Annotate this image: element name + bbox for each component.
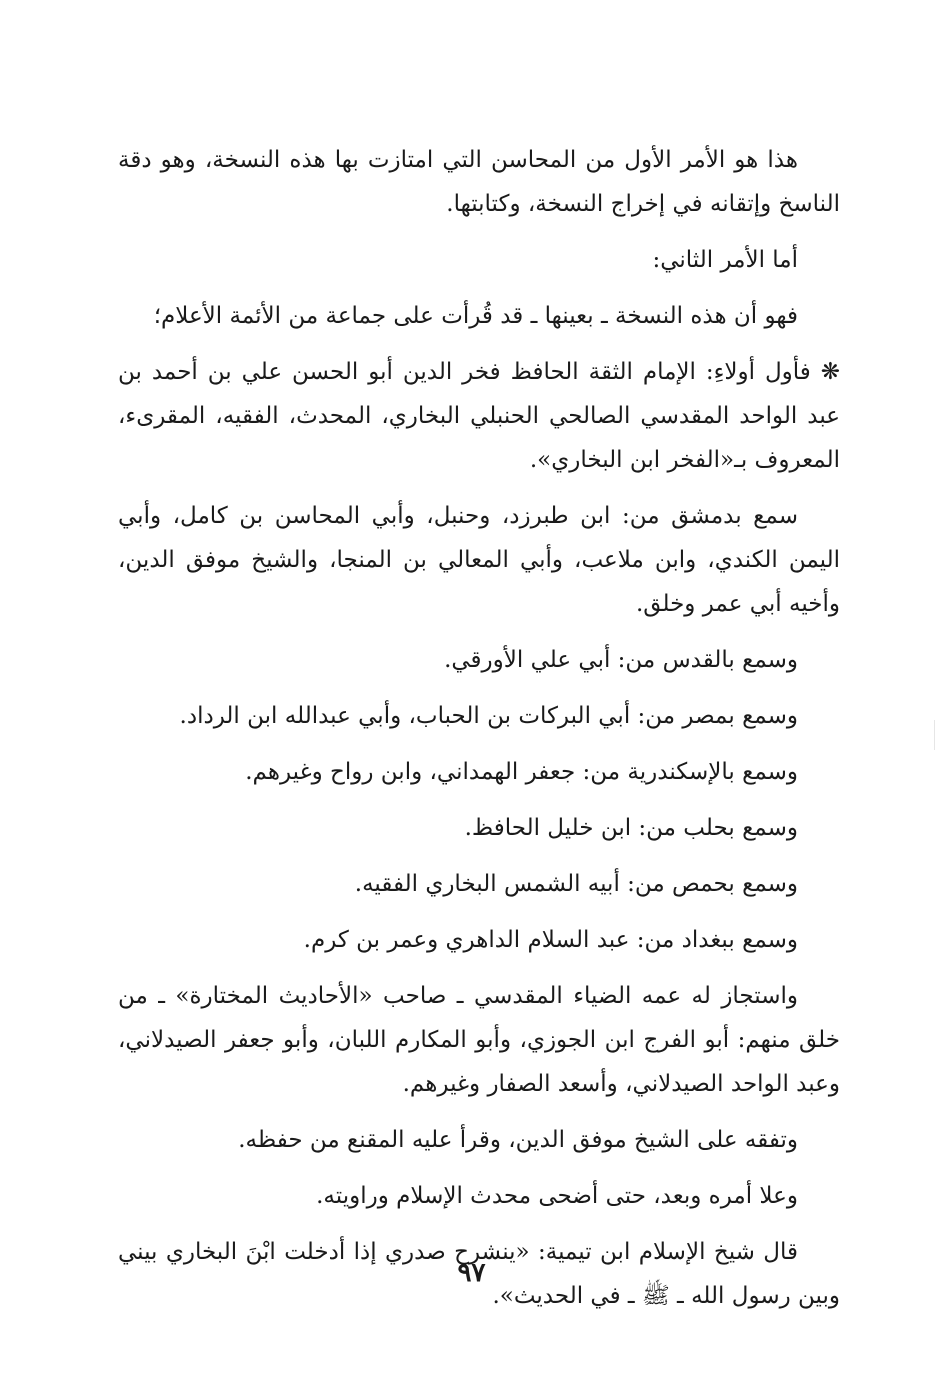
page-number: ٩٧ (457, 1258, 486, 1288)
paragraph-ijaza: واستجاز له عمه الضياء المقدسي ـ صاحب «الأحاديث المختارة» ـ من خلق منهم: أبو الفرج ابن الجوزي، وأبو المكارم اللبان، وأبو جعفر الصيدلاني، وعبد الواحد الصيدلاني، وأسعد الصفار وغيرهم. (118, 983, 840, 1097)
line-heard-jerusalem: وسمع بالقدس من: أبي علي الأورقي. (444, 647, 798, 673)
paragraph-ibn-taymiyya-quote: قال شيخ الإسلام ابن تيمية: «ينشرح صدري إذا أدخلت ابْنَ البخاري بيني وبين رسول الله ـ ﷺ ـ في الحديث». (118, 1239, 840, 1309)
paragraph-copy-read: فهو أن هذه النسخة ـ بعينها ـ قد قُرأت على جماعة من الأئمة الأعلام؛ (153, 303, 798, 329)
line-heard-baghdad: وسمع ببغداد من: عبد السلام الداهري وعمر بن كرم. (303, 927, 798, 953)
line-heard-egypt: وسمع بمصر من: أبي البركات بن الحباب، وأبي عبدالله ابن الرداد. (179, 703, 798, 729)
paragraph-first-scholar: ❋ فأول أولاءِ: الإمام الثقة الحافظ فخر الدين أبو الحسن علي بن أحمد بن عبد الواحد المقدسي الصالحي الحنبلي البخاري، المحدث، الفقيه، المقرىء، المعروف بـ«الفخر ابن البخاري». (118, 359, 840, 473)
margin-mark (934, 720, 935, 750)
page-body (118, 138, 840, 1330)
line-heard-alexandria: وسمع بالإسكندرية من: جعفر الهمداني، وابن رواح وغيرهم. (245, 759, 798, 785)
paragraph-heard-damascus: سمع بدمشق من: ابن طبرزد، وحنبل، وأبي المحاسن بن كامل، وأبي اليمن الكندي، وابن ملاعب، وأبي المعالي بن المنجا، والشيخ موفق الدين، وأخيه أبي عمر وخلق. (118, 503, 840, 617)
heading-second-matter: أما الأمر الثاني: (652, 247, 798, 273)
line-heard-homs: وسمع بحمص من: أبيه الشمس البخاري الفقيه. (354, 871, 798, 897)
line-fiqh-study: وتفقه على الشيخ موفق الدين، وقرأ عليه المقنع من حفظه. (238, 1127, 798, 1153)
line-heard-aleppo: وسمع بحلب من: ابن خليل الحافظ. (464, 815, 798, 841)
paragraph-first-matter: هذا هو الأمر الأول من المحاسن التي امتازت بها هذه النسخة، وهو دقة الناسخ وإتقانه في إخراج النسخة، وكتابتها. (118, 147, 840, 217)
line-rise-status: وعلا أمره وبعد، حتى أضحى محدث الإسلام وراويته. (316, 1183, 798, 1209)
